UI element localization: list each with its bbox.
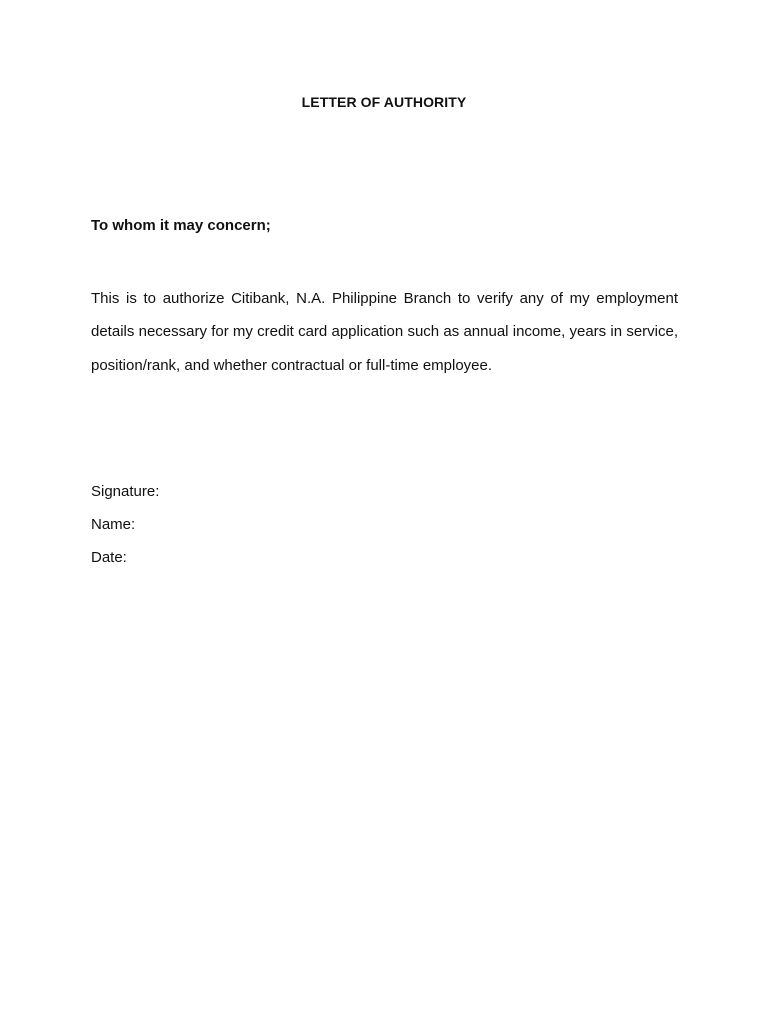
signature-label: Signature: [91,483,160,500]
name-label: Name: [91,516,136,533]
salutation: To whom it may concern; [91,217,271,234]
letter-title: LETTER OF AUTHORITY [301,94,467,110]
letter-body: This is to authorize Citibank, N.A. Philippine Branch to verify any of my employment details necessary for my credit card application such as annual income, years in service, position/rank, and whether contractual or full-time employee. [91,290,678,374]
date-label: Date: [91,549,127,566]
